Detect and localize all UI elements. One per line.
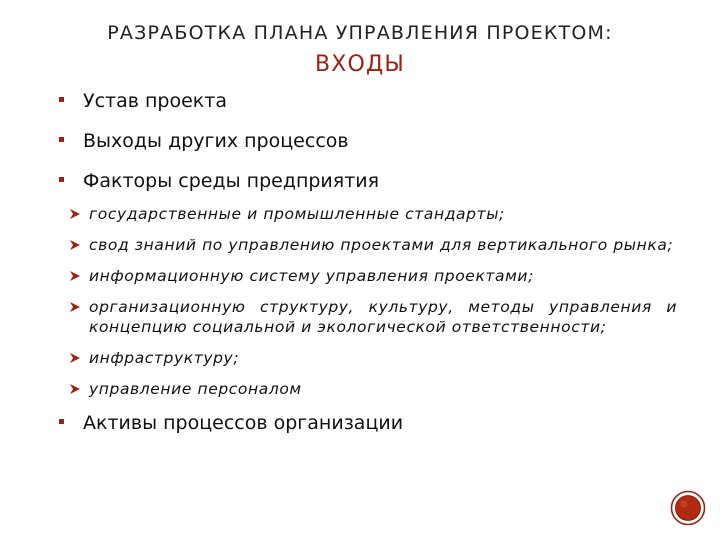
bullet-list [57, 88, 677, 436]
list-item-text: Устав проекта [83, 90, 227, 112]
sub-list-item-text: организационную структуру, культуру, методы управления и концепцию социальной и экологической ответственности; [89, 298, 677, 336]
sub-list-item-text: управление персоналом [89, 380, 302, 398]
list-item [57, 410, 677, 436]
arrow-bullet-icon [69, 208, 81, 220]
sub-list-item-text: инфраструктуру; [89, 349, 240, 367]
arrow-bullet-icon [69, 352, 81, 364]
list-item [57, 128, 677, 154]
sub-list-item [83, 297, 677, 337]
sub-list-item [83, 204, 677, 224]
list-item [57, 168, 677, 399]
square-bullet-icon [59, 419, 64, 424]
sub-list-item [83, 348, 677, 368]
list-item-text: Выходы других процессов [83, 130, 349, 152]
square-bullet-icon [59, 97, 64, 102]
sub-list-item-text: свод знаний по управлению проектами для вертикального рынка; [89, 236, 674, 254]
sub-list-item [83, 379, 677, 399]
decorative-emblem-icon [670, 490, 706, 526]
arrow-bullet-icon [69, 239, 81, 251]
arrow-bullet-icon [69, 383, 81, 395]
slide-title: РАЗРАБОТКА ПЛАНА УПРАВЛЕНИЯ ПРОЕКТОМ: [107, 22, 613, 44]
sub-list-item-text: государственные и промышленные стандарты; [89, 205, 505, 223]
sub-list-item-text: информационную систему управления проектами; [89, 267, 534, 285]
slide-subtitle: ВХОДЫ [314, 52, 406, 77]
list-item [57, 88, 677, 114]
arrow-bullet-icon [69, 301, 81, 313]
list-item-text: Факторы среды предприятия [83, 170, 380, 192]
sub-bullet-list [83, 204, 677, 399]
sub-list-item [83, 266, 677, 286]
square-bullet-icon [59, 137, 64, 142]
list-item-text: Активы процессов организации [83, 412, 404, 434]
square-bullet-icon [59, 177, 64, 182]
arrow-bullet-icon [69, 270, 81, 282]
sub-list-item [83, 235, 677, 255]
